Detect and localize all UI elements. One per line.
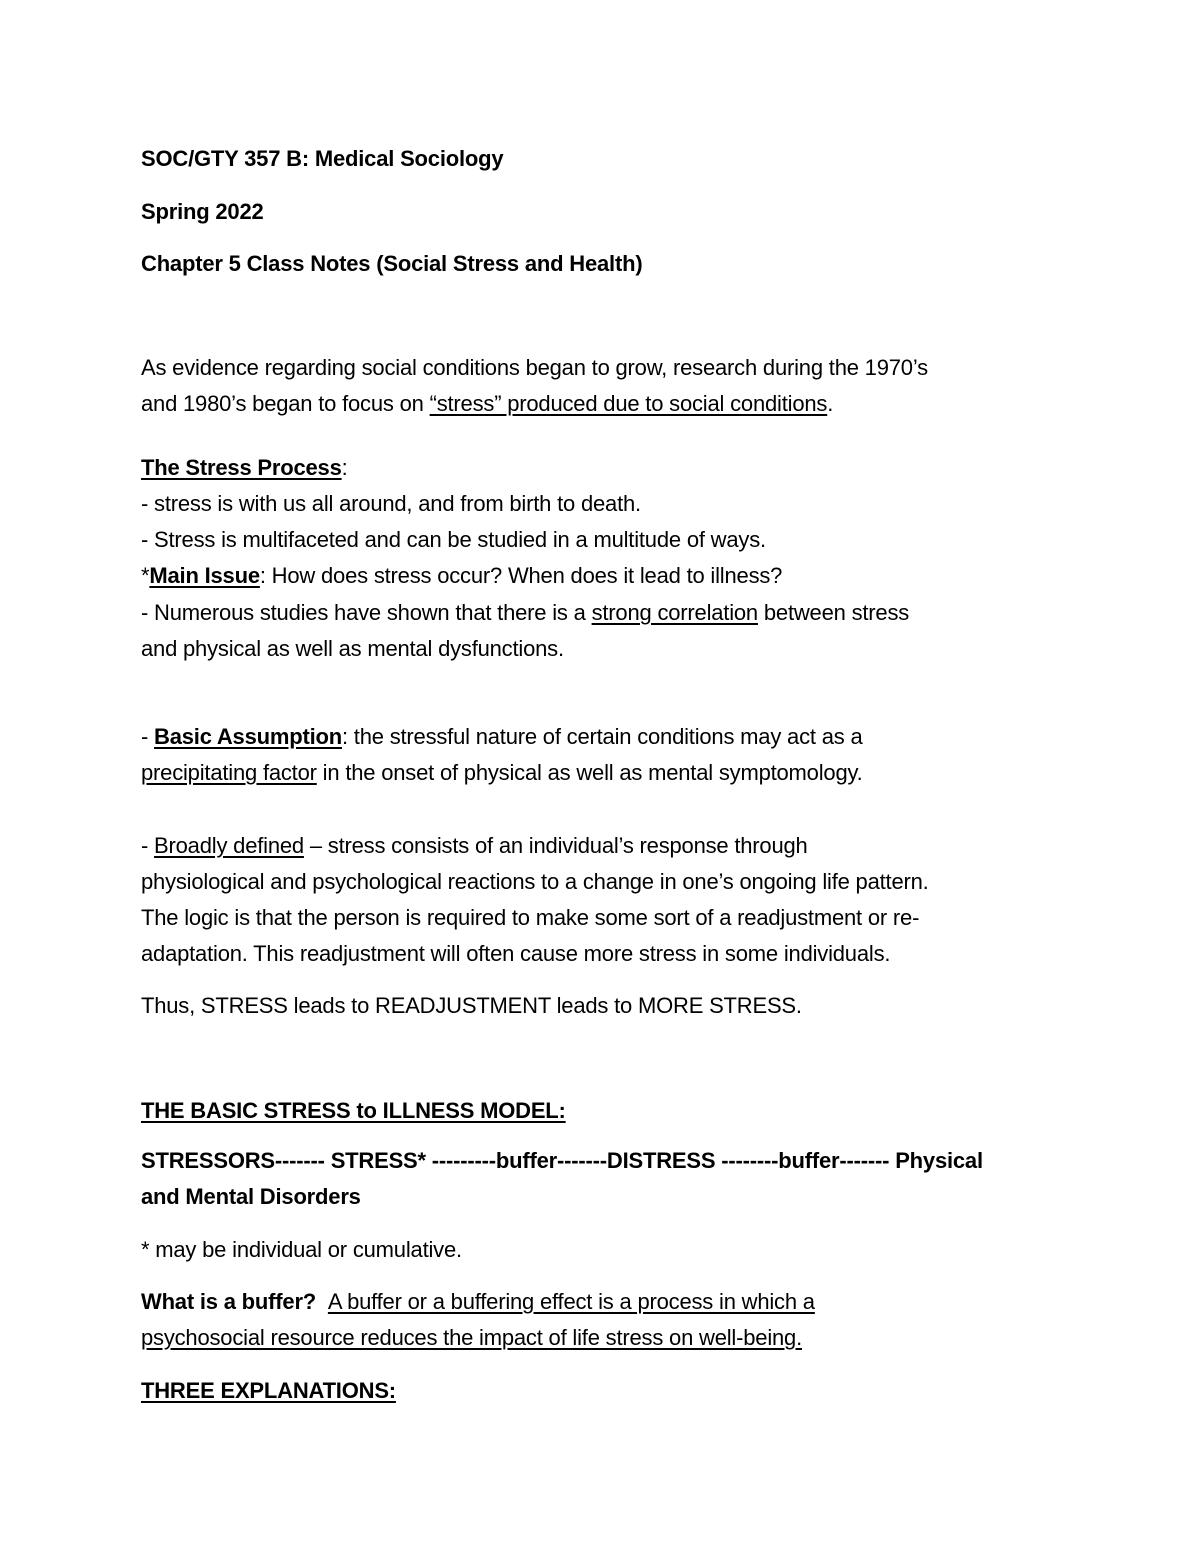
- stress-process-bullet-3: - Numerous studies have shown that there is a strong correlation between stress: [141, 600, 910, 625]
- main-issue-line: *Main Issue: How does stress occur? When does it lead to illness?: [141, 563, 783, 588]
- stress-process-bullet-3-cont: and physical as well as mental dysfunctions.: [141, 636, 564, 661]
- course-title: SOC/GTY 357 B: Medical Sociology: [141, 146, 504, 171]
- stress-process-heading: The Stress Process:: [141, 455, 348, 480]
- broadly-defined-line-4: adaptation. This readjustment will often cause more stress in some individuals.: [141, 941, 891, 966]
- buffer-answer-2: psychosocial resource reduces the impact of life stress on well-being.: [141, 1325, 802, 1350]
- intro-line-2: and 1980’s began to focus on “stress” produced due to social conditions.: [141, 391, 834, 416]
- model-heading: THE BASIC STRESS to ILLNESS MODEL:: [141, 1098, 566, 1123]
- model-footnote: * may be individual or cumulative.: [141, 1237, 462, 1262]
- buffer-question: What is a buffer?: [141, 1289, 317, 1314]
- document-page: [141, 0, 1071, 1553]
- intro-underlined-phrase: “stress” produced due to social conditions: [429, 391, 828, 416]
- basic-assumption-line-2: precipitating factor in the onset of physical as well as mental symptomology.: [141, 760, 863, 785]
- three-explanations-heading: THREE EXPLANATIONS:: [141, 1378, 396, 1403]
- basic-assumption-label: Basic Assumption: [154, 724, 342, 749]
- precipitating-factor-phrase: precipitating factor: [141, 760, 317, 785]
- stress-conclusion: Thus, STRESS leads to READJUSTMENT leads to MORE STRESS.: [141, 993, 802, 1018]
- buffer-answer-1: A buffer or a buffering effect is a process in which a: [327, 1289, 815, 1314]
- broadly-defined-line: - Broadly defined – stress consists of an individual’s response through: [141, 833, 808, 858]
- model-chain-line-2: and Mental Disorders: [141, 1184, 361, 1209]
- buffer-definition-line-1: [141, 1288, 815, 1316]
- main-issue-label: Main Issue: [149, 563, 260, 588]
- broadly-defined-label: Broadly defined: [154, 833, 304, 858]
- stress-process-bullet-1: - stress is with us all around, and from birth to death.: [141, 491, 641, 516]
- broadly-defined-line-2: physiological and psychological reactions to a change in one’s ongoing life pattern.: [141, 869, 929, 894]
- strong-correlation-phrase: strong correlation: [591, 600, 758, 625]
- stress-process-bullet-2: - Stress is multifaceted and can be studied in a multitude of ways.: [141, 527, 766, 552]
- model-chain-line-1: STRESSORS------- STRESS* ---------buffer-------DISTRESS --------buffer------- Physical: [141, 1148, 983, 1173]
- term-label: Spring 2022: [141, 199, 264, 224]
- broadly-defined-line-3: The logic is that the person is required to make some sort of a readjustment or re-: [141, 905, 920, 930]
- intro-line-1: As evidence regarding social conditions began to grow, research during the 1970’s: [141, 355, 928, 380]
- basic-assumption-line: - Basic Assumption: the stressful nature of certain conditions may act as a: [141, 724, 863, 749]
- chapter-title: Chapter 5 Class Notes (Social Stress and Health): [141, 251, 643, 276]
